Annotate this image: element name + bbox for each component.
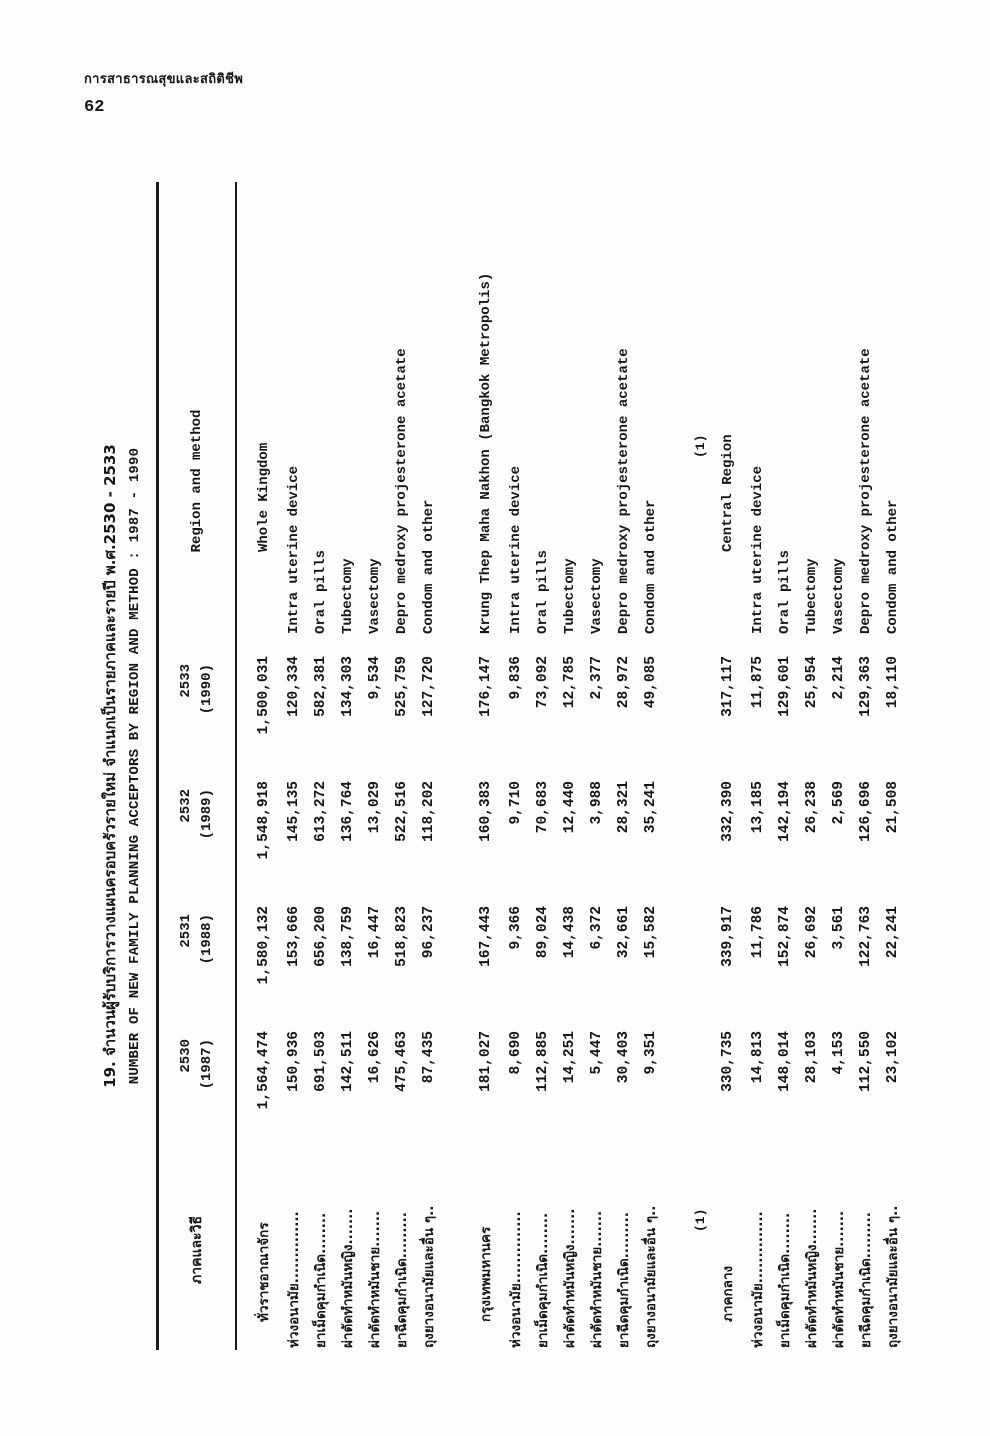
value-1990: 525,759 [394, 656, 410, 717]
value-1989: 3,988 [589, 781, 605, 825]
column-header-region-thai: ภาคและวิธี [189, 1216, 205, 1284]
row-label-thai: ผ่าตัดทำหมันหญิง....... [340, 1208, 356, 1348]
value-1989: 522,516 [394, 781, 410, 842]
row-label-english: Oral pills [535, 549, 551, 634]
value-1987: 87,435 [421, 1031, 437, 1084]
row-label-english: Krung Thep Maha Nakhon (Bangkok Metropolis) [478, 272, 494, 634]
value-1987: 23,102 [885, 1031, 901, 1084]
row-label-english: Tubectomy [562, 558, 578, 634]
value-1988: 14,438 [562, 906, 578, 959]
value-1988: 16,447 [367, 906, 383, 959]
row-label-thai: ยาฉีดคุมกำเนิด......... [616, 1212, 632, 1348]
table-row [308, 182, 335, 1350]
value-1988: 138,759 [340, 906, 356, 967]
row-label-english: Condom and other [421, 499, 437, 634]
value-1989: 13,185 [750, 781, 766, 834]
value-1988: 9,366 [508, 906, 524, 950]
row-label-thai: ภาคกลาง [720, 1265, 736, 1322]
row-label-thai: ผ่าตัดทำหมันหญิง....... [804, 1208, 820, 1348]
value-1987: 14,813 [750, 1031, 766, 1084]
value-1987: 14,251 [562, 1031, 578, 1084]
value-1987: 112,550 [858, 1031, 874, 1092]
row-label-thai: ถุงยางอนามัยและอื่น ๆ.. [421, 1205, 437, 1348]
table-row [389, 182, 416, 1350]
value-1987: 4,153 [831, 1031, 847, 1075]
row-label-english: Depro medroxy projesterone acetate [858, 348, 874, 634]
row-label-english: Vasectomy [589, 558, 605, 634]
row-label-thai: ผ่าตัดทำหมันชาย....... [589, 1210, 605, 1348]
value-1987: 112,885 [535, 1031, 551, 1092]
table-title-thai: 19. จำนวนผู้รับบริการวางแผนครอบครัวรายใหม่ จำแนกเป็นรายภาคและรายปี พ.ศ.2530 - 2533 [101, 444, 119, 1088]
value-1988: 3,561 [831, 906, 847, 950]
table-row [557, 182, 584, 1350]
value-1990: 11,875 [750, 656, 766, 709]
year-column-header: 2531 (1988) [178, 914, 215, 965]
table-row [799, 182, 826, 1350]
table-row [853, 182, 880, 1350]
value-1989: 70,683 [535, 781, 551, 834]
row-label-english: Intra uterine device [750, 465, 766, 634]
value-1987: 8,690 [508, 1031, 524, 1075]
value-1988: 11,786 [750, 906, 766, 959]
table-row [584, 182, 611, 1350]
row-label-english: Intra uterine device [508, 465, 524, 634]
year-column-header: 2532 (1989) [178, 789, 215, 840]
value-1987: 475,463 [394, 1031, 410, 1092]
row-label-thai: ห่วงอนามัย.............. [286, 1211, 302, 1348]
value-1988: 89,024 [535, 906, 551, 959]
table-row [691, 182, 711, 1350]
value-1990: 49,085 [643, 656, 659, 709]
value-1988: 1,580,132 [256, 906, 272, 985]
value-1988: 518,823 [394, 906, 410, 967]
table-row [711, 182, 745, 1350]
row-label-english: Whole Kingdom [256, 442, 272, 552]
value-1989: 160,383 [478, 781, 494, 842]
value-1989: 2,569 [831, 781, 847, 825]
value-1990: 25,954 [804, 656, 820, 709]
value-1990: 1,500,031 [256, 656, 272, 735]
value-1987: 150,936 [286, 1031, 302, 1092]
value-1990: 9,534 [367, 656, 383, 700]
value-1989: 35,241 [643, 781, 659, 834]
row-label-thai: ยาเม็ดคุมกำเนิด........ [313, 1212, 329, 1348]
value-1989: 12,440 [562, 781, 578, 834]
publication-header: การสาธารณสุขและสถิติชีพ [84, 72, 244, 87]
value-1987: 9,351 [643, 1031, 659, 1075]
row-label-thai: ผ่าตัดทำหมันหญิง....... [562, 1208, 578, 1348]
table-row-spacer [443, 182, 469, 1350]
row-label-thai: กรุงเทพมหานคร [478, 1226, 494, 1322]
row-label-thai: (1) [693, 1208, 708, 1232]
table-row [826, 182, 853, 1350]
table-title-english: NUMBER OF NEW FAMILY PLANNING ACCEPTORS BY REGION AND METHOD : 1987 - 1990 [127, 447, 143, 1085]
row-label-thai: ยาฉีดคุมกำเนิด......... [858, 1212, 874, 1348]
row-label-english: (1) [693, 434, 708, 458]
row-label-english: Intra uterine device [286, 465, 302, 634]
row-label-english: Oral pills [777, 549, 793, 634]
value-1989: 118,202 [421, 781, 437, 842]
table-row [745, 182, 772, 1350]
page-number: 62 [84, 98, 105, 117]
row-label-english: Central Region [720, 434, 736, 552]
table-row-spacer [665, 182, 691, 1350]
row-label-thai: ผ่าตัดทำหมันชาย....... [367, 1210, 383, 1348]
value-1988: 32,661 [616, 906, 632, 959]
table-row [611, 182, 638, 1350]
value-1990: 129,601 [777, 656, 793, 717]
rotated-table-area [96, 182, 948, 1350]
row-label-english: Oral pills [313, 549, 329, 634]
value-1990: 127,720 [421, 656, 437, 717]
value-1990: 134,303 [340, 656, 356, 717]
value-1990 [691, 650, 711, 775]
value-1989: 13,029 [367, 781, 383, 834]
statistics-table [156, 182, 907, 1350]
value-1990: 120,334 [286, 656, 302, 717]
value-1989: 126,696 [858, 781, 874, 842]
value-1989: 1,548,918 [256, 781, 272, 860]
row-label-english: Vasectomy [367, 558, 383, 634]
value-1989: 145,135 [286, 781, 302, 842]
table-row [772, 182, 799, 1350]
value-1988: 656,200 [313, 906, 329, 967]
table-row [362, 182, 389, 1350]
value-1988: 15,582 [643, 906, 659, 959]
value-1988: 122,763 [858, 906, 874, 967]
row-label-thai: ห่วงอนามัย.............. [508, 1211, 524, 1348]
value-1987: 691,503 [313, 1031, 329, 1092]
value-1988: 96,237 [421, 906, 437, 959]
year-column-headers [176, 650, 218, 1150]
year-column-header: 2530 (1987) [178, 1039, 215, 1090]
value-1990: 12,785 [562, 656, 578, 709]
value-1990: 2,377 [589, 656, 605, 700]
year-column-header: 2533 (1990) [178, 664, 215, 715]
value-1989: 21,508 [885, 781, 901, 834]
value-1987: 330,735 [720, 1031, 736, 1092]
value-1988: 6,372 [589, 906, 605, 950]
table-row [416, 182, 443, 1350]
value-1988: 152,874 [777, 906, 793, 967]
value-1989: 136,764 [340, 781, 356, 842]
row-label-english: Tubectomy [340, 558, 356, 634]
value-1989: 26,238 [804, 781, 820, 834]
table-row [880, 182, 907, 1350]
value-1989: 28,321 [616, 781, 632, 834]
value-1990: 9,836 [508, 656, 524, 700]
value-1990: 129,363 [858, 656, 874, 717]
value-1988: 26,692 [804, 906, 820, 959]
value-1990: 582,381 [313, 656, 329, 717]
row-label-english: Vasectomy [831, 558, 847, 634]
value-1987: 142,511 [340, 1031, 356, 1092]
row-label-thai: ทั่วราชอาณาจักร [256, 1222, 272, 1322]
table-row [469, 182, 503, 1350]
value-1987: 16,626 [367, 1031, 383, 1084]
row-label-english: Condom and other [885, 499, 901, 634]
table-row [247, 182, 281, 1350]
row-label-english: Condom and other [643, 499, 659, 634]
value-1990: 28,972 [616, 656, 632, 709]
table-row [335, 182, 362, 1350]
row-label-thai: ถุงยางอนามัยและอื่น ๆ.. [643, 1205, 659, 1348]
row-label-thai: ยาเม็ดคุมกำเนิด........ [535, 1212, 551, 1348]
value-1989 [691, 775, 711, 900]
value-1990: 176,147 [478, 656, 494, 717]
value-1987: 181,027 [478, 1031, 494, 1092]
table-row [530, 182, 557, 1350]
value-1990: 2,214 [831, 656, 847, 700]
row-label-english: Depro medroxy projesterone acetate [394, 348, 410, 634]
value-1990: 73,092 [535, 656, 551, 709]
row-label-thai: ถุงยางอนามัยและอื่น ๆ.. [885, 1205, 901, 1348]
row-label-thai: ยาเม็ดคุมกำเนิด........ [777, 1212, 793, 1348]
value-1987: 5,447 [589, 1031, 605, 1075]
value-1989: 142,194 [777, 781, 793, 842]
row-label-thai: ยาฉีดคุมกำเนิด......... [394, 1212, 410, 1348]
table-body [237, 182, 907, 1350]
table-row [503, 182, 530, 1350]
value-1987: 1,564,474 [256, 1031, 272, 1110]
value-1990: 18,110 [885, 656, 901, 709]
value-1987 [691, 1025, 711, 1150]
table-row [638, 182, 665, 1350]
value-1988 [691, 900, 711, 1025]
row-label-english: Depro medroxy projesterone acetate [616, 348, 632, 634]
value-1989: 9,710 [508, 781, 524, 825]
value-1988: 167,443 [478, 906, 494, 967]
table-header-row [159, 182, 237, 1350]
column-header-region-english: Region and method [189, 409, 205, 553]
value-1988: 153,666 [286, 906, 302, 967]
value-1988: 339,917 [720, 906, 736, 967]
value-1987: 28,103 [804, 1031, 820, 1084]
value-1989: 332,390 [720, 781, 736, 842]
table-logical-content [96, 182, 948, 1350]
value-1988: 22,241 [885, 906, 901, 959]
row-label-english: Tubectomy [804, 558, 820, 634]
value-1987: 30,403 [616, 1031, 632, 1084]
value-1990: 317,117 [720, 656, 736, 717]
table-row [281, 182, 308, 1350]
row-label-thai: ผ่าตัดทำหมันชาย....... [831, 1210, 847, 1348]
row-label-thai: ห่วงอนามัย.............. [750, 1211, 766, 1348]
value-1987: 148,014 [777, 1031, 793, 1092]
value-1989: 613,272 [313, 781, 329, 842]
